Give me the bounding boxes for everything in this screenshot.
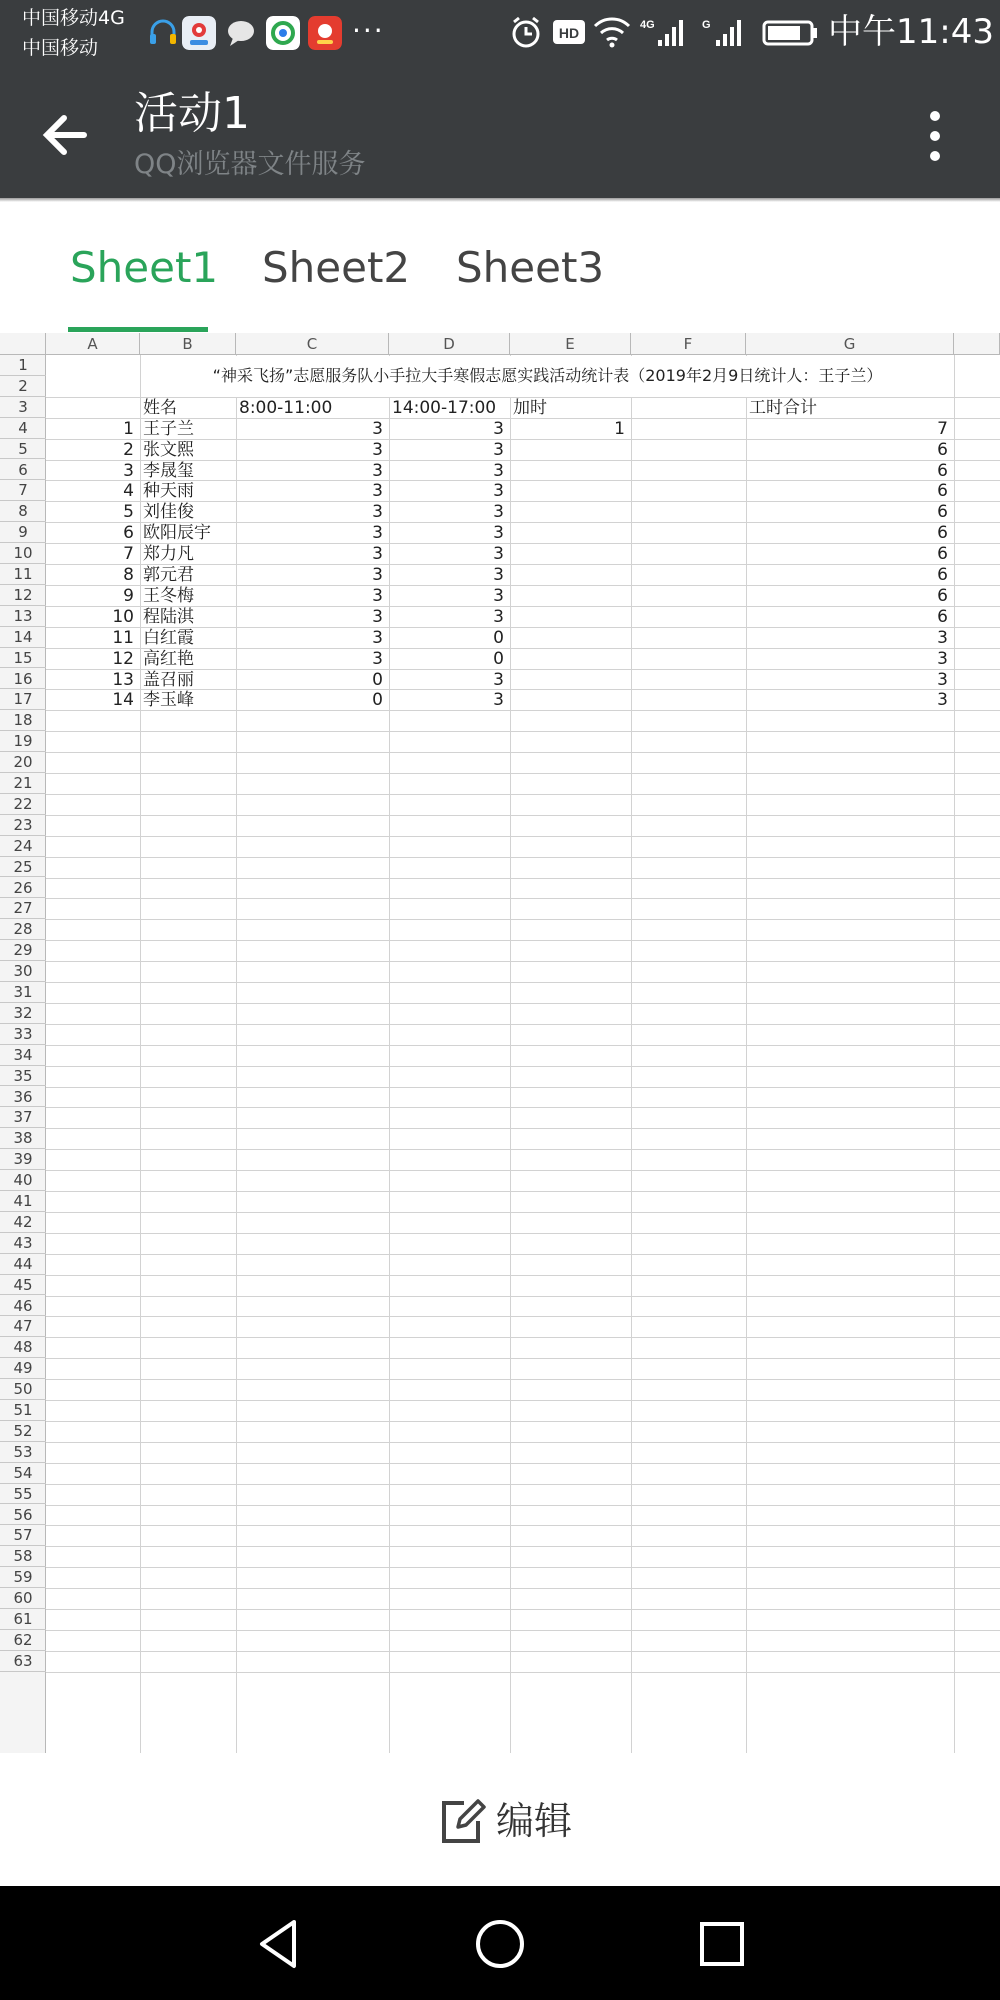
grid-line — [46, 878, 1000, 879]
cell-total-hours[interactable]: 3 — [937, 669, 948, 690]
row-header[interactable]: 21 — [0, 773, 46, 794]
cell-morning-hours[interactable]: 3 — [372, 565, 383, 585]
header-cell-afternoon[interactable]: 14:00-17:00 — [392, 397, 497, 418]
grid-line — [46, 1045, 1000, 1046]
grid-line — [46, 1107, 1000, 1108]
header-cell-morning[interactable]: 8:00-11:00 — [239, 397, 333, 418]
cell-morning-hours[interactable]: 3 — [372, 523, 383, 544]
row-header[interactable]: 57 — [0, 1525, 46, 1546]
row-header[interactable]: 26 — [0, 878, 46, 899]
header-cell-total[interactable]: 工时合计 — [749, 397, 817, 418]
more-menu-icon[interactable] — [910, 106, 960, 166]
row-header-column — [0, 355, 46, 1753]
grid-line — [46, 815, 1000, 816]
row-header[interactable]: 23 — [0, 815, 46, 836]
cell-afternoon-hours[interactable]: 3 — [493, 544, 504, 565]
cell-index[interactable]: 9 — [123, 585, 134, 606]
row-header[interactable]: 36 — [0, 1087, 46, 1108]
grid-line — [46, 1212, 1000, 1213]
row-header[interactable]: 28 — [0, 919, 46, 940]
header-cell-overtime[interactable]: 加时 — [513, 397, 547, 418]
row-header[interactable]: 40 — [0, 1170, 46, 1191]
column-header-row — [0, 333, 1000, 355]
tab-sheet1[interactable]: Sheet1 — [70, 243, 219, 292]
grid-line — [46, 898, 1000, 899]
svg-text:4G: 4G — [640, 19, 655, 31]
grid-line — [46, 1066, 1000, 1067]
row-header[interactable]: 6 — [0, 460, 46, 481]
cell-morning-hours[interactable]: 3 — [372, 481, 383, 502]
row-header[interactable]: 39 — [0, 1149, 46, 1170]
cell-index[interactable]: 12 — [112, 648, 134, 669]
cell-total-hours[interactable]: 6 — [937, 606, 948, 627]
cell-name[interactable]: 王冬梅 — [143, 585, 194, 606]
cell-morning-hours[interactable]: 3 — [372, 627, 383, 648]
grid-line — [46, 940, 1000, 941]
cell-afternoon-hours[interactable]: 3 — [493, 439, 504, 460]
chat-icon — [224, 16, 258, 50]
column-header-a[interactable]: A — [46, 333, 140, 355]
row-header[interactable]: 33 — [0, 1024, 46, 1045]
cell-name[interactable]: 郭元君 — [143, 565, 194, 585]
row-header[interactable]: 3 — [0, 397, 46, 418]
row-header[interactable]: 15 — [0, 648, 46, 669]
nav-home-icon[interactable] — [470, 1914, 530, 1974]
grid-line — [46, 1003, 1000, 1004]
row-header[interactable]: 54 — [0, 1463, 46, 1484]
cell-morning-hours[interactable]: 3 — [372, 460, 383, 481]
row-header[interactable]: 14 — [0, 627, 46, 648]
row-header[interactable]: 30 — [0, 961, 46, 982]
row-header[interactable]: 32 — [0, 1003, 46, 1024]
row-header[interactable]: 53 — [0, 1442, 46, 1463]
grid-line — [46, 1087, 1000, 1088]
svg-text:G: G — [702, 19, 711, 31]
column-header-e[interactable]: E — [510, 333, 631, 355]
row-header[interactable]: 55 — [0, 1484, 46, 1505]
row-header[interactable]: 1 — [0, 355, 46, 376]
active-tab-indicator — [68, 327, 208, 332]
cell-name[interactable]: 白红霞 — [143, 627, 194, 648]
row-header[interactable]: 25 — [0, 857, 46, 878]
grid-line — [46, 1672, 1000, 1673]
cell-index[interactable]: 11 — [112, 627, 134, 648]
column-header-g[interactable]: G — [746, 333, 954, 355]
row-header[interactable]: 63 — [0, 1651, 46, 1672]
row-header[interactable]: 35 — [0, 1066, 46, 1087]
grid-line — [46, 1630, 1000, 1631]
row-header[interactable]: 4 — [0, 418, 46, 439]
browser-app-icon — [266, 16, 300, 50]
cell-total-hours[interactable]: 6 — [937, 439, 948, 460]
cell-afternoon-hours[interactable]: 3 — [493, 418, 504, 439]
more-notifications-icon: ··· — [352, 14, 385, 47]
grid-line — [46, 1254, 1000, 1255]
svg-text:HD: HD — [558, 25, 580, 41]
cell-afternoon-hours[interactable]: 0 — [493, 648, 504, 669]
cell-afternoon-hours[interactable]: 3 — [493, 502, 504, 523]
grid-line — [46, 1525, 1000, 1526]
row-header[interactable]: 61 — [0, 1609, 46, 1630]
row-header[interactable]: 24 — [0, 836, 46, 857]
row-header[interactable]: 45 — [0, 1275, 46, 1296]
cell-index[interactable]: 2 — [123, 439, 134, 460]
grid-line — [46, 1024, 1000, 1025]
cell-name[interactable]: 程陆淇 — [143, 606, 194, 627]
system-nav-bar — [0, 1886, 1000, 2000]
row-header[interactable]: 37 — [0, 1107, 46, 1128]
grid-line — [46, 1484, 1000, 1485]
cell-total-hours[interactable]: 6 — [937, 544, 948, 565]
edit-bar — [0, 1753, 1000, 1886]
row-header[interactable]: 51 — [0, 1400, 46, 1421]
cell-name[interactable]: 郑力凡 — [143, 544, 194, 565]
grid-line — [46, 1546, 1000, 1547]
cell-name[interactable]: 李晟玺 — [143, 460, 194, 481]
row-header[interactable]: 43 — [0, 1233, 46, 1254]
cell-overtime[interactable]: 1 — [614, 418, 625, 439]
cell-total-hours[interactable]: 7 — [937, 418, 948, 439]
row-header[interactable]: 46 — [0, 1296, 46, 1317]
row-header[interactable]: 47 — [0, 1316, 46, 1337]
row-header[interactable]: 62 — [0, 1630, 46, 1651]
grid-line — [46, 1505, 1000, 1506]
grid-line — [46, 982, 1000, 983]
row-header[interactable]: 56 — [0, 1505, 46, 1526]
spreadsheet[interactable] — [0, 333, 1000, 1753]
cell-index[interactable]: 6 — [123, 523, 134, 544]
cell-name[interactable]: 高红艳 — [143, 648, 194, 669]
row-header[interactable]: 7 — [0, 480, 46, 501]
tab-sheet3[interactable]: Sheet3 — [456, 243, 605, 292]
row-header[interactable]: 18 — [0, 710, 46, 731]
row-header[interactable]: 44 — [0, 1254, 46, 1275]
grid-line — [46, 1358, 1000, 1359]
grid-line — [46, 710, 1000, 711]
row-header[interactable]: 34 — [0, 1045, 46, 1066]
row-header[interactable]: 42 — [0, 1212, 46, 1233]
cell-morning-hours[interactable]: 3 — [372, 544, 383, 565]
select-all-corner[interactable] — [0, 333, 46, 355]
cell-name[interactable]: 欧阳辰宇 — [143, 523, 211, 544]
grid-line — [46, 1400, 1000, 1401]
grid-line — [46, 752, 1000, 753]
edit-label: 编辑 — [496, 1799, 573, 1843]
row-header[interactable]: 41 — [0, 1191, 46, 1212]
cell-afternoon-hours[interactable]: 3 — [493, 523, 504, 544]
row-header[interactable]: 13 — [0, 606, 46, 627]
grid-line — [46, 1128, 1000, 1129]
back-arrow-icon[interactable] — [30, 100, 100, 170]
cell-total-hours[interactable]: 6 — [937, 523, 948, 544]
grid-line — [46, 1609, 1000, 1610]
grid-line — [46, 1588, 1000, 1589]
nav-recents-icon[interactable] — [692, 1914, 752, 1974]
hd-icon — [552, 14, 586, 50]
row-header[interactable]: 58 — [0, 1546, 46, 1567]
cell-index[interactable]: 7 — [123, 544, 134, 565]
cell-afternoon-hours[interactable]: 3 — [493, 606, 504, 627]
grid-line — [46, 1379, 1000, 1380]
cell-index[interactable]: 1 — [123, 418, 134, 439]
cell-name[interactable]: 盖召丽 — [143, 669, 194, 690]
red-app-icon — [308, 16, 342, 50]
cell-afternoon-hours[interactable]: 0 — [493, 627, 504, 648]
cell-total-hours[interactable]: 6 — [937, 481, 948, 502]
column-header-next[interactable] — [954, 333, 1000, 355]
cell-afternoon-hours[interactable]: 3 — [493, 481, 504, 502]
grid-line — [46, 1149, 1000, 1150]
grid-line — [46, 1316, 1000, 1317]
row-header[interactable]: 9 — [0, 522, 46, 543]
column-header-c[interactable]: C — [236, 333, 389, 355]
cell-index[interactable]: 10 — [112, 606, 134, 627]
grid-line — [46, 773, 1000, 774]
status-bar — [0, 0, 1000, 66]
cell-index[interactable]: 5 — [123, 502, 134, 523]
row-header[interactable]: 29 — [0, 940, 46, 961]
grid-line — [46, 1233, 1000, 1234]
cell-afternoon-hours[interactable]: 3 — [493, 669, 504, 690]
map-pin-app-icon — [182, 16, 216, 50]
cell-name[interactable]: 种天雨 — [143, 481, 194, 502]
cell-total-hours[interactable]: 6 — [937, 460, 948, 481]
cell-total-hours[interactable]: 3 — [937, 690, 948, 711]
cell-grid[interactable] — [46, 355, 1000, 1753]
nav-back-icon[interactable] — [250, 1914, 310, 1974]
grid-line — [46, 1442, 1000, 1443]
row-header[interactable]: 50 — [0, 1379, 46, 1400]
grid-line — [46, 1296, 1000, 1297]
row-header[interactable]: 17 — [0, 689, 46, 710]
row-header[interactable]: 27 — [0, 898, 46, 919]
cell-name[interactable]: 刘佳俊 — [143, 502, 194, 523]
grid-line — [46, 1275, 1000, 1276]
headset-icon — [146, 16, 180, 50]
cell-index[interactable]: 14 — [112, 690, 134, 711]
cell-morning-hours[interactable]: 0 — [372, 669, 383, 690]
row-header[interactable]: 19 — [0, 731, 46, 752]
page-title: 活动1 — [134, 88, 250, 139]
grid-line — [46, 857, 1000, 858]
carrier-label-secondary: 中国移动 — [22, 37, 99, 59]
cell-morning-hours[interactable]: 0 — [372, 690, 383, 711]
cell-morning-hours[interactable]: 3 — [372, 502, 383, 523]
page-subtitle: QQ浏览器文件服务 — [134, 149, 366, 180]
row-header[interactable]: 5 — [0, 439, 46, 460]
status-time: 中午11:43 — [828, 12, 994, 52]
cell-total-hours[interactable]: 6 — [937, 565, 948, 585]
cell-morning-hours[interactable]: 3 — [372, 418, 383, 439]
cell-total-hours[interactable]: 3 — [937, 648, 948, 669]
alarm-icon — [508, 14, 544, 50]
wifi-icon — [592, 14, 632, 50]
grid-line — [46, 961, 1000, 962]
cell-morning-hours[interactable]: 3 — [372, 585, 383, 606]
row-header[interactable]: 49 — [0, 1358, 46, 1379]
row-header[interactable]: 59 — [0, 1567, 46, 1588]
grid-line — [46, 1421, 1000, 1422]
carrier-label: 中国移动4G — [22, 7, 125, 29]
row-header[interactable]: 8 — [0, 501, 46, 522]
cell-afternoon-hours[interactable]: 3 — [493, 585, 504, 606]
cell-morning-hours[interactable]: 3 — [372, 439, 383, 460]
sheet-tabs — [0, 202, 1000, 332]
cell-morning-hours[interactable]: 3 — [372, 648, 383, 669]
cell-index[interactable]: 3 — [123, 460, 134, 481]
cell-afternoon-hours[interactable]: 3 — [493, 460, 504, 481]
battery-icon — [762, 14, 820, 50]
row-header[interactable]: 22 — [0, 794, 46, 815]
grid-line — [46, 919, 1000, 920]
cell-afternoon-hours[interactable]: 3 — [493, 565, 504, 585]
grid-line — [46, 794, 1000, 795]
app-bar — [0, 66, 1000, 198]
column-header-d[interactable]: D — [389, 333, 510, 355]
row-header[interactable]: 31 — [0, 982, 46, 1003]
row-header[interactable]: 48 — [0, 1337, 46, 1358]
edit-button[interactable] — [436, 1793, 572, 1849]
row-header[interactable]: 16 — [0, 669, 46, 690]
cell-index[interactable]: 13 — [112, 669, 134, 690]
cell-total-hours[interactable]: 6 — [937, 502, 948, 523]
grid-line — [46, 1567, 1000, 1568]
column-header-b[interactable]: B — [140, 333, 236, 355]
row-header[interactable]: 10 — [0, 543, 46, 564]
column-header-f[interactable]: F — [631, 333, 746, 355]
grid-line — [46, 1651, 1000, 1652]
edit-icon — [436, 1795, 488, 1847]
cell-index[interactable]: 4 — [123, 481, 134, 502]
tab-sheet2[interactable]: Sheet2 — [262, 243, 411, 292]
cell-total-hours[interactable]: 6 — [937, 585, 948, 606]
row-header[interactable]: 52 — [0, 1421, 46, 1442]
row-header[interactable]: 60 — [0, 1588, 46, 1609]
signal-4g-icon — [638, 14, 688, 50]
cell-index[interactable]: 8 — [123, 565, 134, 585]
grid-line — [46, 1191, 1000, 1192]
row-header[interactable]: 38 — [0, 1128, 46, 1149]
grid-line — [46, 1463, 1000, 1464]
cell-name[interactable]: 王子兰 — [143, 418, 194, 439]
grid-line — [46, 1337, 1000, 1338]
cell-name[interactable]: 张文熙 — [143, 439, 194, 460]
cell-total-hours[interactable]: 3 — [937, 627, 948, 648]
grid-line — [46, 836, 1000, 837]
grid-line — [46, 731, 1000, 732]
cell-name[interactable]: 李玉峰 — [143, 690, 194, 711]
header-cell-name[interactable]: 姓名 — [143, 397, 177, 418]
cell-afternoon-hours[interactable]: 3 — [493, 690, 504, 711]
cell-morning-hours[interactable]: 3 — [372, 606, 383, 627]
sheet-title-cell[interactable]: “神采飞扬”志愿服务队小手拉大手寒假志愿实践活动统计表（2019年2月9日统计人：王子兰） — [141, 356, 954, 397]
row-header[interactable]: 12 — [0, 585, 46, 606]
row-header[interactable]: 2 — [0, 376, 46, 397]
row-header[interactable]: 11 — [0, 564, 46, 585]
signal-g-icon — [700, 14, 750, 50]
grid-line — [46, 1170, 1000, 1171]
row-header[interactable]: 20 — [0, 752, 46, 773]
